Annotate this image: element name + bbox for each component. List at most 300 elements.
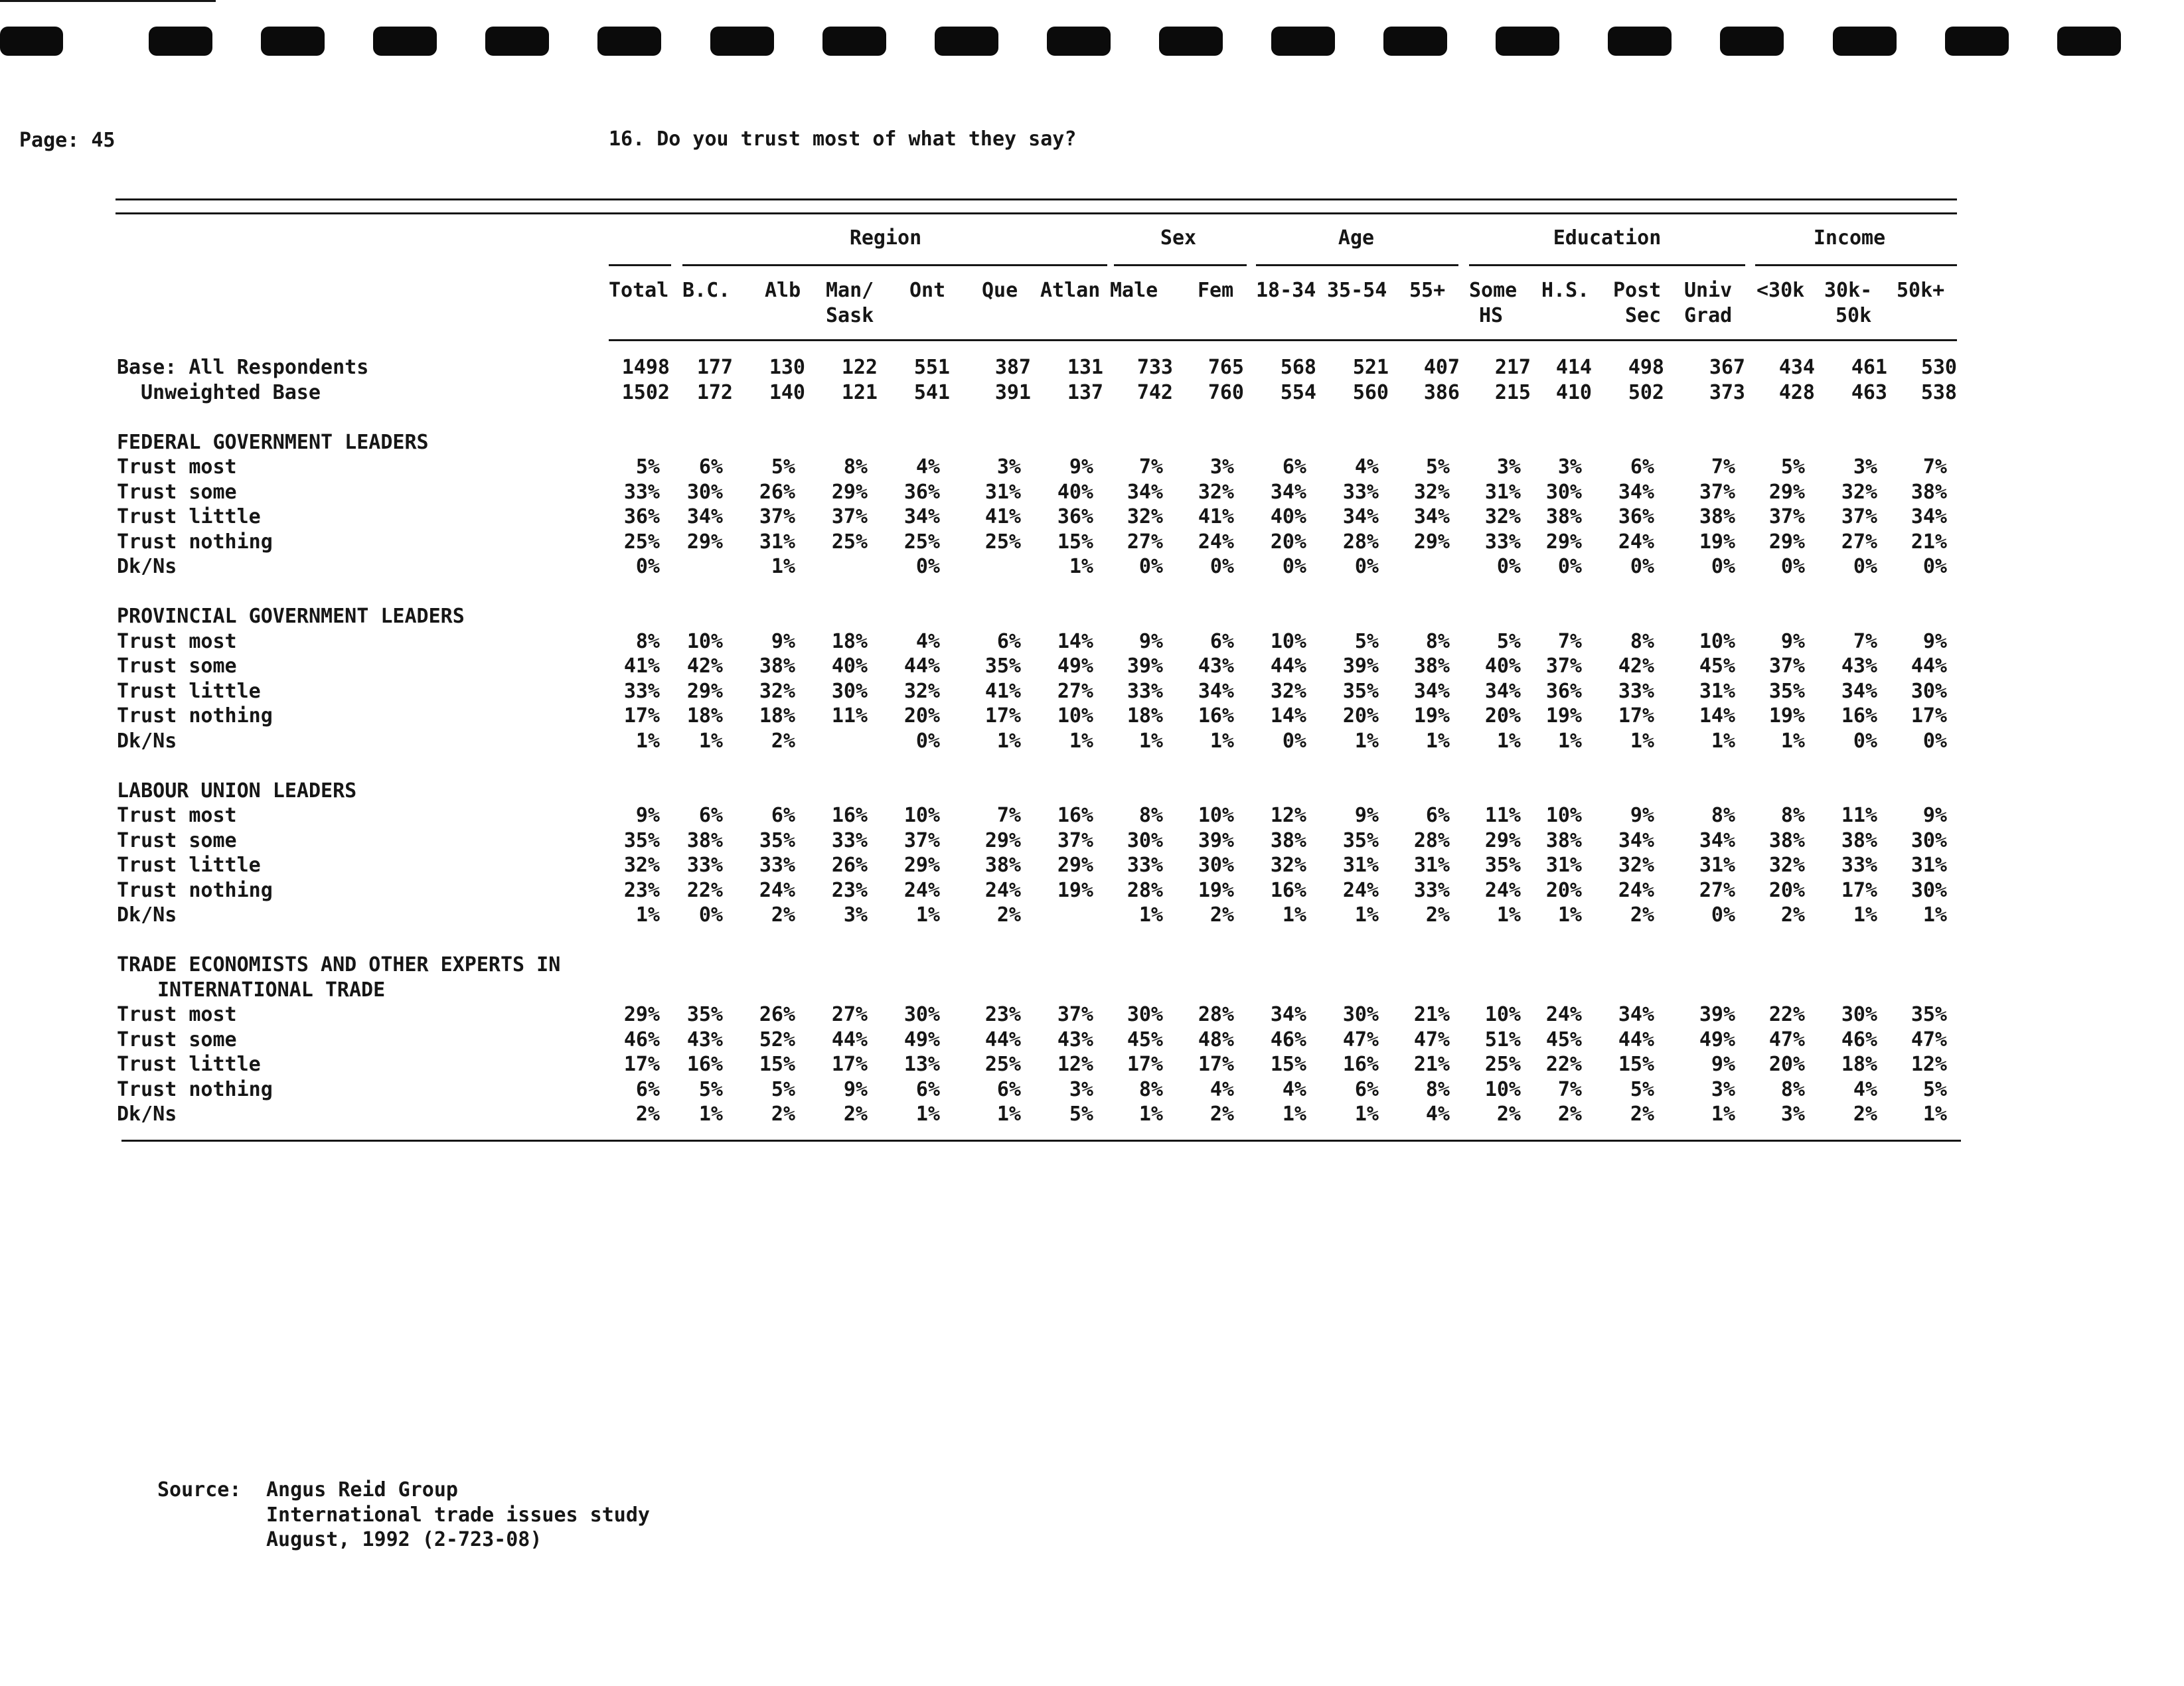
table-cell: 16% [831, 804, 868, 827]
table-cell: 23% [623, 879, 660, 902]
table-cell: 502 [1628, 381, 1664, 404]
table-cell: 43% [686, 1028, 723, 1051]
table-cell: 25% [903, 530, 940, 554]
table-cell: 4% [1853, 1078, 1877, 1101]
section-title: FEDERAL GOVERNMENT LEADERS [117, 431, 429, 454]
perforation-mark [1271, 27, 1335, 56]
table-cell: 3% [1711, 1078, 1735, 1101]
table-cell: 38% [1768, 829, 1805, 852]
table-cell: 34% [1618, 1003, 1654, 1026]
table-cell: 42% [686, 654, 723, 678]
table-cell: 0% [1630, 555, 1654, 578]
table-cell: 367 [1709, 356, 1745, 379]
table-cell: 44% [903, 654, 940, 678]
table-cell: 45% [1699, 654, 1735, 678]
table-cell: 1% [1069, 555, 1093, 578]
table-cell: 35% [623, 829, 660, 852]
header-bottom-rule [609, 339, 1957, 341]
table-cell: 37% [1768, 505, 1805, 528]
table-cell: 9% [1138, 630, 1163, 653]
column-header: Alb [765, 279, 801, 302]
table-cell: 463 [1851, 381, 1887, 404]
table-cell: 35% [1484, 854, 1521, 877]
table-cell: 33% [1484, 530, 1521, 554]
table-cell: 52% [759, 1028, 795, 1051]
table-cell: 1% [1630, 729, 1654, 753]
row-label: Trust most [117, 630, 237, 653]
table-cell: 1% [1557, 729, 1582, 753]
table-cell: 7% [1711, 455, 1735, 479]
table-cell: 37% [1057, 1003, 1093, 1026]
table-cell: 1% [698, 729, 723, 753]
table-cell: 765 [1208, 356, 1244, 379]
table-cell: 19% [1057, 879, 1093, 902]
table-cell: 42% [1618, 654, 1654, 678]
perforation-mark [710, 27, 774, 56]
table-cell: 25% [984, 530, 1021, 554]
column-header: <30k [1756, 279, 1805, 302]
table-cell: 1% [1209, 729, 1234, 753]
table-cell: 0% [1496, 555, 1521, 578]
table-cell: 6% [1354, 1078, 1379, 1101]
table-cell: 21% [1413, 1003, 1450, 1026]
table-cell: 9% [1711, 1053, 1735, 1076]
table-cell: 36% [1618, 505, 1654, 528]
table-cell: 9% [1922, 804, 1947, 827]
table-cell: 32% [1198, 481, 1234, 504]
table-cell: 8% [1425, 630, 1450, 653]
table-cell: 20% [1545, 879, 1582, 902]
perforation-mark [1608, 27, 1672, 56]
table-cell: 10% [686, 630, 723, 653]
table-cell: 44% [1270, 654, 1306, 678]
table-cell: 20% [1768, 879, 1805, 902]
table-cell: 1% [915, 903, 940, 927]
table-cell: 25% [984, 1053, 1021, 1076]
table-cell: 31% [1911, 854, 1947, 877]
table-cell: 17% [1841, 879, 1877, 902]
table-cell: 10% [1270, 630, 1306, 653]
table-cell: 2% [1780, 903, 1805, 927]
table-cell: 24% [1484, 879, 1521, 902]
table-cell: 35% [1342, 680, 1379, 703]
row-label: Dk/Ns [117, 1103, 177, 1126]
table-cell: 32% [1270, 854, 1306, 877]
table-cell: 34% [1699, 829, 1735, 852]
table-cell: 26% [759, 481, 795, 504]
table-cell: 7% [1557, 1078, 1582, 1101]
table-cell: 1% [635, 903, 660, 927]
table-cell: 10% [1699, 630, 1735, 653]
table-cell: 2% [771, 903, 795, 927]
table-cell: 40% [1484, 654, 1521, 678]
table-cell: 0% [1711, 903, 1735, 927]
table-cell: 5% [1780, 455, 1805, 479]
table-cell: 33% [759, 854, 795, 877]
column-header: Total [609, 279, 669, 302]
table-cell: 15% [1618, 1053, 1654, 1076]
table-cell: 521 [1352, 356, 1389, 379]
table-cell: 28% [1413, 829, 1450, 852]
table-cell: 34% [903, 505, 940, 528]
table-cell: 24% [1342, 879, 1379, 902]
table-cell: 45% [1127, 1028, 1163, 1051]
table-cell: 29% [1545, 530, 1582, 554]
table-cell: 7% [1138, 455, 1163, 479]
table-cell: 568 [1280, 356, 1316, 379]
table-cell: 28% [1342, 530, 1379, 554]
table-cell: 32% [623, 854, 660, 877]
table-cell: 1% [1496, 729, 1521, 753]
table-cell: 25% [1484, 1053, 1521, 1076]
table-cell: 5% [635, 455, 660, 479]
table-cell: 6% [1425, 804, 1450, 827]
table-cell: 33% [1618, 680, 1654, 703]
group-underline [1469, 264, 1745, 266]
table-cell: 33% [1841, 854, 1877, 877]
table-cell: 30% [1911, 680, 1947, 703]
table-cell: 47% [1413, 1028, 1450, 1051]
table-cell: 5% [1922, 1078, 1947, 1101]
row-label: Trust some [117, 481, 237, 504]
table-cell: 35% [1911, 1003, 1947, 1026]
table-cell: 23% [831, 879, 868, 902]
column-header: Grad [1684, 304, 1733, 327]
row-label: Unweighted Base [141, 381, 321, 404]
table-cell: 14% [1699, 704, 1735, 728]
table-cell: 3% [1557, 455, 1582, 479]
perforation-mark [261, 27, 325, 56]
column-header: Univ [1684, 279, 1733, 302]
table-cell: 43% [1198, 654, 1234, 678]
table-top-rule [116, 198, 1957, 200]
perforation-mark [373, 27, 437, 56]
table-cell: 31% [984, 481, 1021, 504]
column-header: Male [1110, 279, 1158, 302]
table-cell: 8% [1780, 1078, 1805, 1101]
column-group-label: Income [1813, 226, 1886, 250]
table-cell: 47% [1911, 1028, 1947, 1051]
table-cell: 0% [1557, 555, 1582, 578]
table-cell: 0% [1922, 729, 1947, 753]
table-cell: 32% [1768, 854, 1805, 877]
table-cell: 6% [915, 1078, 940, 1101]
table-cell: 0% [1711, 555, 1735, 578]
table-cell: 9% [1069, 455, 1093, 479]
row-label: Trust nothing [117, 1078, 273, 1101]
table-cell: 16% [1342, 1053, 1379, 1076]
row-label: Trust nothing [117, 704, 273, 728]
table-cell: 5% [1630, 1078, 1654, 1101]
table-cell: 4% [915, 630, 940, 653]
table-cell: 0% [915, 729, 940, 753]
table-cell: 41% [984, 505, 1021, 528]
row-label: Trust nothing [117, 530, 273, 554]
table-cell: 30% [831, 680, 868, 703]
table-cell: 541 [913, 381, 950, 404]
row-label: Trust most [117, 1003, 237, 1026]
table-cell: 29% [831, 481, 868, 504]
table-cell: 8% [1630, 630, 1654, 653]
column-header: 50k+ [1897, 279, 1945, 302]
table-cell: 2% [1496, 1103, 1521, 1126]
table-cell: 46% [623, 1028, 660, 1051]
table-cell: 30% [1841, 1003, 1877, 1026]
table-cell: 32% [1270, 680, 1306, 703]
table-cell: 34% [686, 505, 723, 528]
table-cell: 27% [831, 1003, 868, 1026]
table-cell: 1% [1922, 1103, 1947, 1126]
table-cell: 3% [1209, 455, 1234, 479]
table-cell: 24% [984, 879, 1021, 902]
table-cell: 4% [915, 455, 940, 479]
table-cell: 17% [1127, 1053, 1163, 1076]
table-cell: 33% [831, 829, 868, 852]
table-cell: 2% [1209, 1103, 1234, 1126]
table-cell: 29% [1413, 530, 1450, 554]
table-cell: 29% [686, 530, 723, 554]
row-label: Dk/Ns [117, 903, 177, 927]
table-cell: 6% [996, 1078, 1021, 1101]
top-edge-line [0, 0, 216, 2]
table-cell: 23% [984, 1003, 1021, 1026]
table-cell: 31% [1699, 854, 1735, 877]
table-cell: 16% [686, 1053, 723, 1076]
table-cell: 16% [1270, 879, 1306, 902]
table-cell: 1% [1496, 903, 1521, 927]
table-cell: 30% [1342, 1003, 1379, 1026]
table-cell: 31% [759, 530, 795, 554]
table-cell: 32% [1413, 481, 1450, 504]
table-cell: 32% [1841, 481, 1877, 504]
table-cell: 215 [1494, 381, 1531, 404]
table-cell: 0% [1282, 729, 1306, 753]
table-cell: 11% [1484, 804, 1521, 827]
table-cell: 22% [686, 879, 723, 902]
table-cell: 1% [1711, 1103, 1735, 1126]
column-header: Ont [909, 279, 946, 302]
table-cell: 41% [1198, 505, 1234, 528]
table-cell: 35% [984, 654, 1021, 678]
table-cell: 12% [1270, 804, 1306, 827]
table-cell: 1% [1354, 903, 1379, 927]
column-header: Fem [1198, 279, 1234, 302]
table-cell: 410 [1555, 381, 1592, 404]
table-cell: 37% [1545, 654, 1582, 678]
table-cell: 5% [1425, 455, 1450, 479]
table-cell: 37% [1699, 481, 1735, 504]
row-label: Dk/Ns [117, 555, 177, 578]
table-cell: 1% [1138, 903, 1163, 927]
table-cell: 37% [1057, 829, 1093, 852]
table-cell: 19% [1699, 530, 1735, 554]
section-title: LABOUR UNION LEADERS [117, 779, 357, 803]
table-cell: 0% [1282, 555, 1306, 578]
table-cell: 9% [771, 630, 795, 653]
perforation-mark [822, 27, 886, 56]
table-cell: 34% [1413, 505, 1450, 528]
table-cell: 39% [1699, 1003, 1735, 1026]
table-cell: 1% [1354, 729, 1379, 753]
table-cell: 498 [1628, 356, 1664, 379]
column-header: HS [1479, 304, 1504, 327]
row-label: Base: All Respondents [117, 356, 369, 379]
table-cell: 16% [1841, 704, 1877, 728]
table-cell: 35% [759, 829, 795, 852]
table-cell: 38% [1413, 654, 1450, 678]
table-cell: 0% [1209, 555, 1234, 578]
table-cell: 49% [1057, 654, 1093, 678]
table-cell: 35% [1768, 680, 1805, 703]
table-cell: 17% [623, 1053, 660, 1076]
table-cell: 5% [698, 1078, 723, 1101]
table-cell: 2% [1209, 903, 1234, 927]
perforation-mark [1833, 27, 1897, 56]
table-cell: 18% [1841, 1053, 1877, 1076]
table-cell: 9% [635, 804, 660, 827]
table-cell: 2% [1557, 1103, 1582, 1126]
table-cell: 30% [1198, 854, 1234, 877]
table-cell: 5% [771, 1078, 795, 1101]
table-cell: 6% [635, 1078, 660, 1101]
table-cell: 29% [1768, 481, 1805, 504]
table-cell: 1% [1282, 1103, 1306, 1126]
table-cell: 19% [1413, 704, 1450, 728]
table-cell: 43% [1057, 1028, 1093, 1051]
table-cell: 9% [1922, 630, 1947, 653]
table-cell: 131 [1067, 356, 1103, 379]
table-cell: 26% [831, 854, 868, 877]
table-cell: 3% [1780, 1103, 1805, 1126]
table-cell: 28% [1198, 1003, 1234, 1026]
table-cell: 18% [1127, 704, 1163, 728]
table-cell: 40% [1270, 505, 1306, 528]
table-cell: 8% [635, 630, 660, 653]
table-cell: 1% [1138, 729, 1163, 753]
table-cell: 1% [1711, 729, 1735, 753]
table-cell: 46% [1270, 1028, 1306, 1051]
table-cell: 3% [1069, 1078, 1093, 1101]
table-cell: 387 [994, 356, 1031, 379]
row-label: Trust most [117, 455, 237, 479]
perforation-mark [1383, 27, 1447, 56]
table-cell: 46% [1841, 1028, 1877, 1051]
table-cell: 30% [1127, 829, 1163, 852]
table-cell: 29% [1768, 530, 1805, 554]
table-cell: 7% [1922, 455, 1947, 479]
perforation-mark [485, 27, 549, 56]
table-cell: 41% [984, 680, 1021, 703]
table-cell: 742 [1136, 381, 1173, 404]
table-cell: 391 [994, 381, 1031, 404]
table-cell: 34% [1618, 829, 1654, 852]
table-cell: 44% [831, 1028, 868, 1051]
table-cell: 16% [1198, 704, 1234, 728]
table-cell: 428 [1778, 381, 1815, 404]
table-cell: 37% [1768, 654, 1805, 678]
table-cell: 121 [841, 381, 878, 404]
row-label: Trust little [117, 1053, 261, 1076]
column-header: H.S. [1541, 279, 1590, 302]
column-header: Sask [826, 304, 874, 327]
table-cell: 1% [1282, 903, 1306, 927]
table-cell: 31% [1545, 854, 1582, 877]
table-cell: 44% [1618, 1028, 1654, 1051]
perforation-mark [1945, 27, 2009, 56]
table-cell: 12% [1057, 1053, 1093, 1076]
table-cell: 33% [1127, 854, 1163, 877]
table-cell: 33% [686, 854, 723, 877]
table-cell: 3% [996, 455, 1021, 479]
perforation-mark [597, 27, 661, 56]
table-cell: 5% [1354, 630, 1379, 653]
table-cell: 51% [1484, 1028, 1521, 1051]
table-cell: 37% [1841, 505, 1877, 528]
row-label: Trust some [117, 1028, 237, 1051]
table-cell: 27% [1841, 530, 1877, 554]
table-cell: 17% [831, 1053, 868, 1076]
table-cell: 0% [915, 555, 940, 578]
perforation-mark [2057, 27, 2121, 56]
table-cell: 4% [1209, 1078, 1234, 1101]
table-cell: 18% [759, 704, 795, 728]
table-cell: 24% [1618, 879, 1654, 902]
group-underline [1755, 264, 1957, 266]
table-cell: 19% [1198, 879, 1234, 902]
table-cell: 8% [843, 455, 868, 479]
page-number: Page: 45 [19, 129, 116, 152]
table-cell: 1% [1425, 729, 1450, 753]
table-cell: 32% [1618, 854, 1654, 877]
table-cell: 38% [686, 829, 723, 852]
row-label: Dk/Ns [117, 729, 177, 753]
table-cell: 22% [1768, 1003, 1805, 1026]
table-cell: 6% [996, 630, 1021, 653]
column-group-label: Sex [1160, 226, 1197, 250]
table-cell: 36% [623, 505, 660, 528]
column-header: Man/ [826, 279, 874, 302]
table-cell: 0% [1780, 555, 1805, 578]
table-cell: 34% [1270, 1003, 1306, 1026]
table-cell: 37% [759, 505, 795, 528]
column-header: 35-54 [1327, 279, 1387, 302]
column-group-label: Education [1553, 226, 1662, 250]
table-cell: 386 [1423, 381, 1460, 404]
table-cell: 45% [1545, 1028, 1582, 1051]
table-cell: 17% [984, 704, 1021, 728]
table-cell: 9% [1630, 804, 1654, 827]
table-cell: 6% [698, 455, 723, 479]
table-cell: 1% [1922, 903, 1947, 927]
table-cell: 38% [1699, 505, 1735, 528]
table-cell: 1% [1780, 729, 1805, 753]
table-cell: 24% [1618, 530, 1654, 554]
table-cell: 27% [1057, 680, 1093, 703]
table-cell: 17% [623, 704, 660, 728]
table-cell: 37% [831, 505, 868, 528]
table-cell: 140 [769, 381, 805, 404]
table-cell: 19% [1545, 704, 1582, 728]
source-line: International trade issues study [266, 1503, 650, 1527]
table-cell: 34% [1618, 481, 1654, 504]
table-cell: 760 [1208, 381, 1244, 404]
table-cell: 1% [996, 1103, 1021, 1126]
table-cell: 2% [843, 1103, 868, 1126]
table-cell: 31% [1413, 854, 1450, 877]
table-cell: 21% [1911, 530, 1947, 554]
source-line: Angus Reid Group [266, 1478, 458, 1501]
column-header: 55+ [1409, 279, 1446, 302]
